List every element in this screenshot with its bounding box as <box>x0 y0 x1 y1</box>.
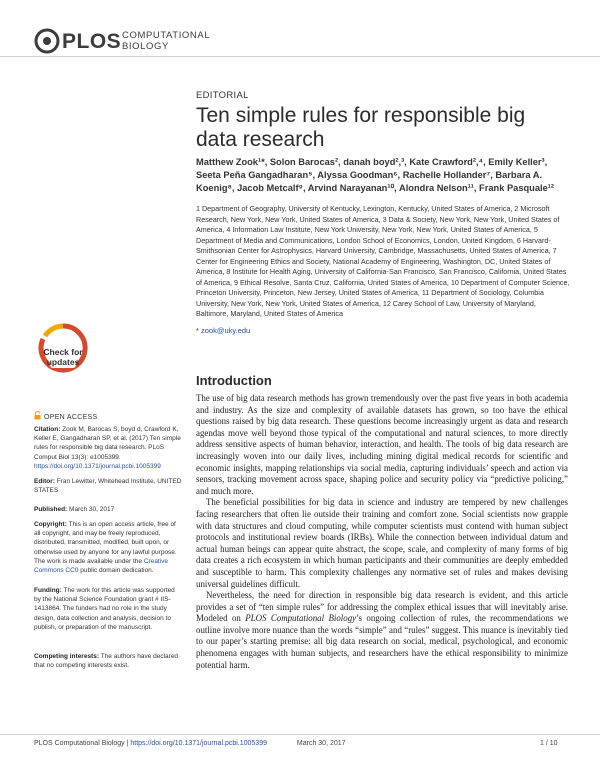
page-number: 1 / 10 <box>540 740 558 747</box>
intro-paragraph-1: The use of big data research methods has grown tremendously over the past five years in both academia and industry. As the size and complexity of available datasets has grown, so too have the ethical questions raised by big data research. These questions become increasingly urgent as data and research agendas move well beyond those typical of the computational and natural sciences, to more directly address sensitive aspects of human behavior, interaction, and health. The tools of big data research are increasingly woven into our daily lives, including mining digital medical records for scientific and economic insights, mapping relationships via social media, capturing individuals’ speech and action via sensors, tracking movement across space, shaping police and security policy via “predictive policing,” and much more. <box>196 393 568 496</box>
citation-text: Zook M, Barocas S, boyd d, Crawford K, Keller E, Gangadharan SP, et al. (2017) Ten simple rules for responsible big data research. PLoS Comput Biol 13(3): e1005399. <box>34 426 181 461</box>
email-marker: * <box>196 326 199 335</box>
email-link[interactable]: zook@uky.edu <box>201 326 251 335</box>
intro-p3-journal: PLOS Computational Biology <box>245 613 357 624</box>
affiliations: 1 Department of Geography, University of Kentucky, Lexington, Kentucky, United States of America, 2 Microsoft Research, New York, New York, United States of America, 3 Data & Society, New York, New York, United States of America, 4 Information Law Institute, New York University, New York, New York, United States of America, 5 Department of Media and Communications, London School of Economics, London, United Kingdom, 6 Harvard-Smithsonian Center for Astrophysics, Harvard University, Cambridge, Massachusetts, United States of America, 7 Center for Engineering Ethics and Society, National Academy of Engineering, Washington, DC, United States of America, 8 Institute for Health Aging, University of California-San Francisco, San Francisco, California, United States of America, 9 Ethical Resolve, Santa Cruz, California, United States of America, 10 Department of Computer Science, Princeton University, Princeton, New Jersey, United States of America, 11 Department of Sociology, Columbia University, New York, New York, United States of America, 12 Carey School of Law, University of Maryland, Baltimore, Maryland, United States of America <box>196 204 570 318</box>
author-list: Matthew Zook¹*, Solon Barocas², danah boyd²,³, Kate Crawford²,⁴, Emily Keller³, Seeta Peña Gangadharan⁵, Alyssa Goodman⁶, Rachelle Hollander⁷, Barbara A. Koenig⁸, Jacob Metcalf⁹, Arvind Narayanan¹⁰, Alondra Nelson¹¹, Frank Pasquale¹² <box>196 157 554 193</box>
footer-journal: PLOS Computational Biology | <box>34 740 131 747</box>
citation-block <box>34 425 182 471</box>
competing-label: Competing interests: <box>34 653 100 660</box>
intro-p3-start: Nevertheless, the need for direction in responsible big data research is evident, and this article provides a set of “ten simple rules” for addressing the complex ethical issues that will inevitably arise. Modeled on <box>196 590 568 624</box>
plos-logo-icon <box>34 28 60 54</box>
badge-line1: Check for <box>43 347 83 357</box>
introduction-body <box>196 393 568 671</box>
editor-text: Fran Lewitter, Whitehead Institute, UNITED STATES <box>34 478 182 495</box>
published-block <box>34 505 182 514</box>
copyright-block <box>34 520 182 575</box>
brand-subtitle <box>122 30 210 52</box>
funding-label: Funding: <box>34 587 62 594</box>
published-label: Published: <box>34 506 68 513</box>
intro-p3-end: ’s ongoing collection of rules, the recommendations we outline involve more nuance than the words “simple” and “rules” suggest. This nuance is inevitably tied to our paper’s starting premise: all big data research on social, medical, psychological, and economic phenomena engages with human subjects, and researchers have the ethical responsibility to minimize potential harm. <box>196 613 569 670</box>
footer-date: March 30, 2017 <box>296 740 346 747</box>
badge-line2: updates <box>46 357 80 367</box>
journal-logo <box>34 26 214 56</box>
funding-block <box>34 586 182 632</box>
brand-subtitle-line2: BIOLOGY <box>122 41 169 52</box>
editor-label: Editor: <box>34 478 55 485</box>
article-type: EDITORIAL <box>196 90 249 101</box>
check-updates-icon <box>33 322 93 384</box>
section-heading-introduction: Introduction <box>196 373 272 388</box>
article-title: Ten simple rules for responsible big data research <box>196 104 526 151</box>
page-footer <box>34 740 346 747</box>
citation-doi-link[interactable]: https://doi.org/10.1371/journal.pcbi.1005399 <box>34 462 161 470</box>
open-access-label <box>34 411 97 421</box>
footer-doi-link[interactable]: https://doi.org/10.1371/journal.pcbi.1005399 <box>130 740 267 747</box>
check-for-updates-badge[interactable] <box>33 322 93 384</box>
open-access-text: OPEN ACCESS <box>44 414 98 421</box>
brand-name: PLOS <box>62 30 122 53</box>
intro-paragraph-3 <box>196 590 568 671</box>
header-divider <box>0 56 600 57</box>
footer-divider <box>0 734 600 735</box>
funding-text: The work for this article was supported by the National Science Foundation grant # IIS-1413864. The funders had no role in the study design, data collection and analysis, decision to publish, or preparation of the manuscript. <box>34 587 175 631</box>
copyright-text: This is an open access article, free of all copyright, and may be freely reproduced, distributed, transmitted, modified, built upon, or otherwise used by anyone for any lawful purpose. The work is made available under the <box>34 521 177 565</box>
published-date: March 30, 2017 <box>69 506 115 513</box>
editor-block <box>34 477 182 495</box>
citation-label: Citation: <box>34 426 61 433</box>
corresponding-email <box>196 326 250 335</box>
copyright-label: Copyright: <box>34 521 67 528</box>
brand-subtitle-line1: COMPUTATIONAL <box>122 30 211 41</box>
open-lock-icon <box>34 411 41 420</box>
copyright-tail: public domain dedication. <box>80 567 154 575</box>
creative-commons-link[interactable]: Creative Commons CC0 <box>34 557 169 575</box>
competing-text: The authors have declared that no competing interests exist. <box>34 653 179 670</box>
intro-paragraph-2: The beneficial possibilities for big data in science and industry are tempered by new challenges facing researchers that often lie outside their training and comfort zone. Social scientists now grapple with data structures and cloud computing, while computer scientists must contend with human subject protocols and institutional review boards (IRBs). While the connection between individual datum and actual human beings can appear quite abstract, the scope, scale, and complexity of many forms of big data creates a rich ecosystem in which human participants and their communities are deeply embedded and susceptible to harm. This complexity challenges any normative set of rules and makes devising universal guidelines difficult. <box>196 497 568 589</box>
competing-interests-block <box>34 652 182 670</box>
